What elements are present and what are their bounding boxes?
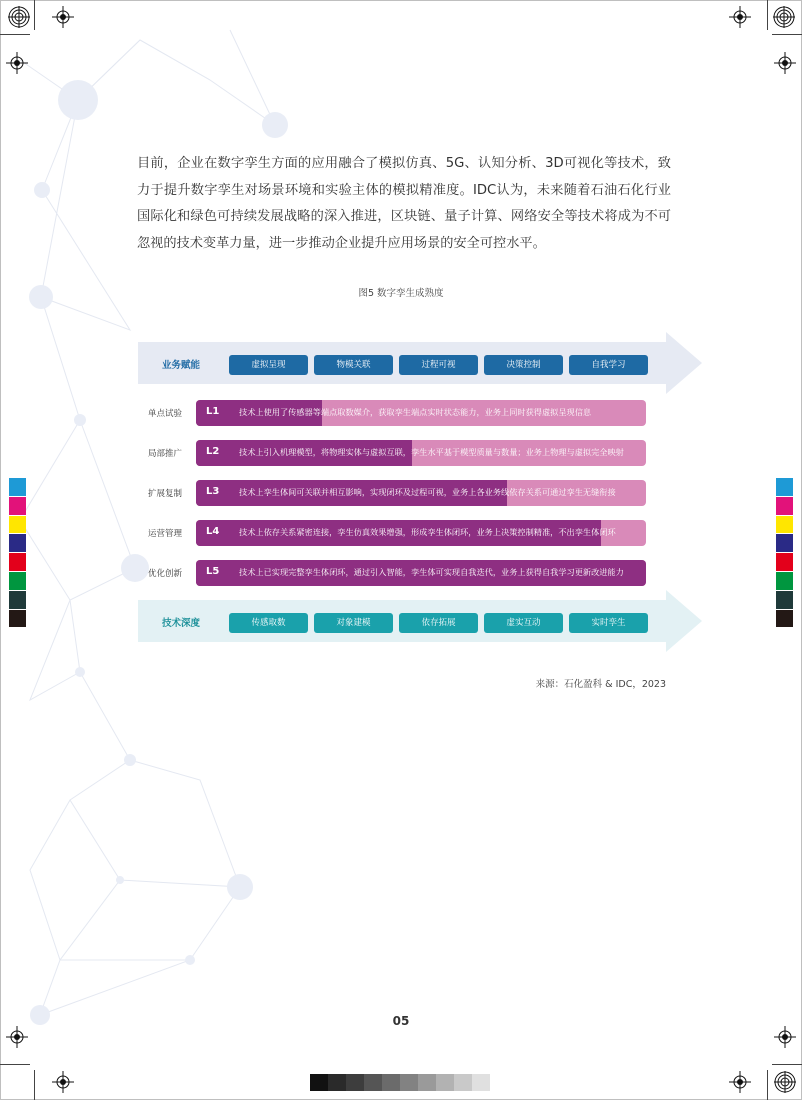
level-description: 技术上已实现完整孪生体闭环，通过引入智能，孪生体可实现自我迭代，业务上获得自我学习更新改进能力 bbox=[239, 567, 624, 577]
color-swatch bbox=[776, 534, 793, 553]
color-swatch bbox=[776, 497, 793, 516]
color-swatch bbox=[776, 610, 793, 629]
technical-item: 对象建模 bbox=[314, 613, 393, 633]
crosshair-mark-icon bbox=[52, 6, 74, 28]
crosshair-mark-icon bbox=[774, 1026, 796, 1048]
crop-line bbox=[767, 1070, 768, 1100]
business-item: 物模关联 bbox=[314, 355, 393, 375]
maturity-level-row bbox=[138, 560, 646, 586]
level-bar bbox=[196, 560, 646, 586]
gray-swatch bbox=[364, 1074, 382, 1091]
crop-line bbox=[34, 0, 35, 30]
crosshair-mark-icon bbox=[6, 52, 28, 74]
business-enablement-label: 业务赋能 bbox=[162, 360, 201, 371]
technical-depth-items bbox=[229, 613, 648, 633]
color-swatch bbox=[9, 534, 26, 553]
color-swatch bbox=[9, 591, 26, 610]
technical-item: 依存拓展 bbox=[399, 613, 478, 633]
registration-target-icon bbox=[773, 6, 795, 28]
crop-line bbox=[0, 1064, 30, 1065]
registration-target-icon bbox=[8, 6, 30, 28]
maturity-level-row bbox=[138, 440, 646, 466]
business-item: 虚拟呈现 bbox=[229, 355, 308, 375]
page-number: 05 bbox=[392, 1014, 410, 1028]
level-bar bbox=[196, 440, 646, 466]
level-name: 运营管理 bbox=[148, 529, 183, 539]
gray-swatch bbox=[346, 1074, 364, 1091]
figure-caption: 图5 数字孪生成熟度 bbox=[358, 288, 444, 299]
gray-swatch bbox=[310, 1074, 328, 1091]
crosshair-mark-icon bbox=[52, 1071, 74, 1093]
technical-item: 实时孪生 bbox=[569, 613, 648, 633]
business-item: 决策控制 bbox=[484, 355, 563, 375]
technical-depth-label: 技术深度 bbox=[162, 618, 201, 629]
color-swatch bbox=[9, 516, 26, 535]
business-item: 过程可视 bbox=[399, 355, 478, 375]
level-code: L5 bbox=[206, 566, 220, 577]
level-bar bbox=[196, 480, 646, 506]
business-item: 自我学习 bbox=[569, 355, 648, 375]
color-swatch bbox=[776, 478, 793, 497]
level-description: 技术上引入机理模型，将物理实体与虚拟互联，孪生水平基于模型质量与数量；业务上物理与虚拟完全映射 bbox=[239, 447, 624, 457]
level-name: 单点试验 bbox=[148, 409, 183, 419]
business-enablement-items bbox=[229, 355, 648, 375]
level-code: L3 bbox=[206, 486, 220, 497]
registration-target-icon bbox=[774, 1071, 796, 1093]
level-bar bbox=[196, 400, 646, 426]
gray-swatch bbox=[418, 1074, 436, 1091]
color-calibration-bar-left bbox=[9, 478, 26, 628]
color-swatch bbox=[776, 572, 793, 591]
gray-swatch bbox=[382, 1074, 400, 1091]
crop-line bbox=[772, 1064, 802, 1065]
crop-line bbox=[34, 1070, 35, 1100]
level-bar bbox=[196, 520, 646, 546]
crosshair-mark-icon bbox=[6, 1026, 28, 1048]
gray-swatch bbox=[436, 1074, 454, 1091]
level-code: L1 bbox=[206, 406, 220, 417]
gray-swatch bbox=[454, 1074, 472, 1091]
level-name: 扩展复制 bbox=[148, 489, 183, 499]
level-description: 技术上孪生体间可关联并相互影响，实现闭环及过程可视，业务上各业务线依存关系可通过孪生无缝衔接 bbox=[239, 487, 616, 497]
source-note: 来源：石化盈科 & IDC，2023 bbox=[535, 679, 666, 690]
crop-line bbox=[767, 0, 768, 30]
color-swatch bbox=[9, 572, 26, 591]
level-code: L2 bbox=[206, 446, 220, 457]
technical-item: 传感取数 bbox=[229, 613, 308, 633]
crosshair-mark-icon bbox=[729, 6, 751, 28]
color-calibration-bar-right bbox=[776, 478, 793, 628]
technical-item: 虚实互动 bbox=[484, 613, 563, 633]
gray-swatch bbox=[472, 1074, 490, 1091]
level-code: L4 bbox=[206, 526, 220, 537]
color-swatch bbox=[9, 553, 26, 572]
color-swatch bbox=[776, 591, 793, 610]
color-swatch bbox=[9, 478, 26, 497]
grayscale-calibration-bar bbox=[310, 1074, 490, 1091]
level-description: 技术上依存关系紧密连接，孪生仿真效果增强，形成孪生体闭环，业务上决策控制精准，不出孪生体闭环 bbox=[239, 527, 616, 537]
crosshair-mark-icon bbox=[729, 1071, 751, 1093]
maturity-level-row bbox=[138, 480, 646, 506]
level-name: 优化创新 bbox=[148, 569, 183, 579]
level-description: 技术上使用了传感器等端点取数媒介，获取孪生端点实时状态能力，业务上同时获得虚拟呈现信息 bbox=[239, 407, 592, 417]
maturity-level-row bbox=[138, 520, 646, 546]
color-swatch bbox=[9, 497, 26, 516]
maturity-level-row bbox=[138, 400, 646, 426]
level-name: 局部推广 bbox=[148, 449, 183, 459]
gray-swatch bbox=[400, 1074, 418, 1091]
crop-line bbox=[772, 34, 802, 35]
crop-line bbox=[0, 34, 30, 35]
crosshair-mark-icon bbox=[774, 52, 796, 74]
gray-swatch bbox=[328, 1074, 346, 1091]
color-swatch bbox=[9, 610, 26, 629]
color-swatch bbox=[776, 553, 793, 572]
body-paragraph: 目前，企业在数字孪生方面的应用融合了模拟仿真、5G、认知分析、3D可视化等技术，致力于提升数字孪生对场景环境和实验主体的模拟精准度。IDC认为，未来随着石油石化行业国际化和绿色可持续发展战略的深入推进，区块链、量子计算、网络安全等技术将成为不可忽视的技术变革力量，进一步推动企业提升应用场景的安全可控水平。 bbox=[137, 156, 671, 251]
color-swatch bbox=[776, 516, 793, 535]
